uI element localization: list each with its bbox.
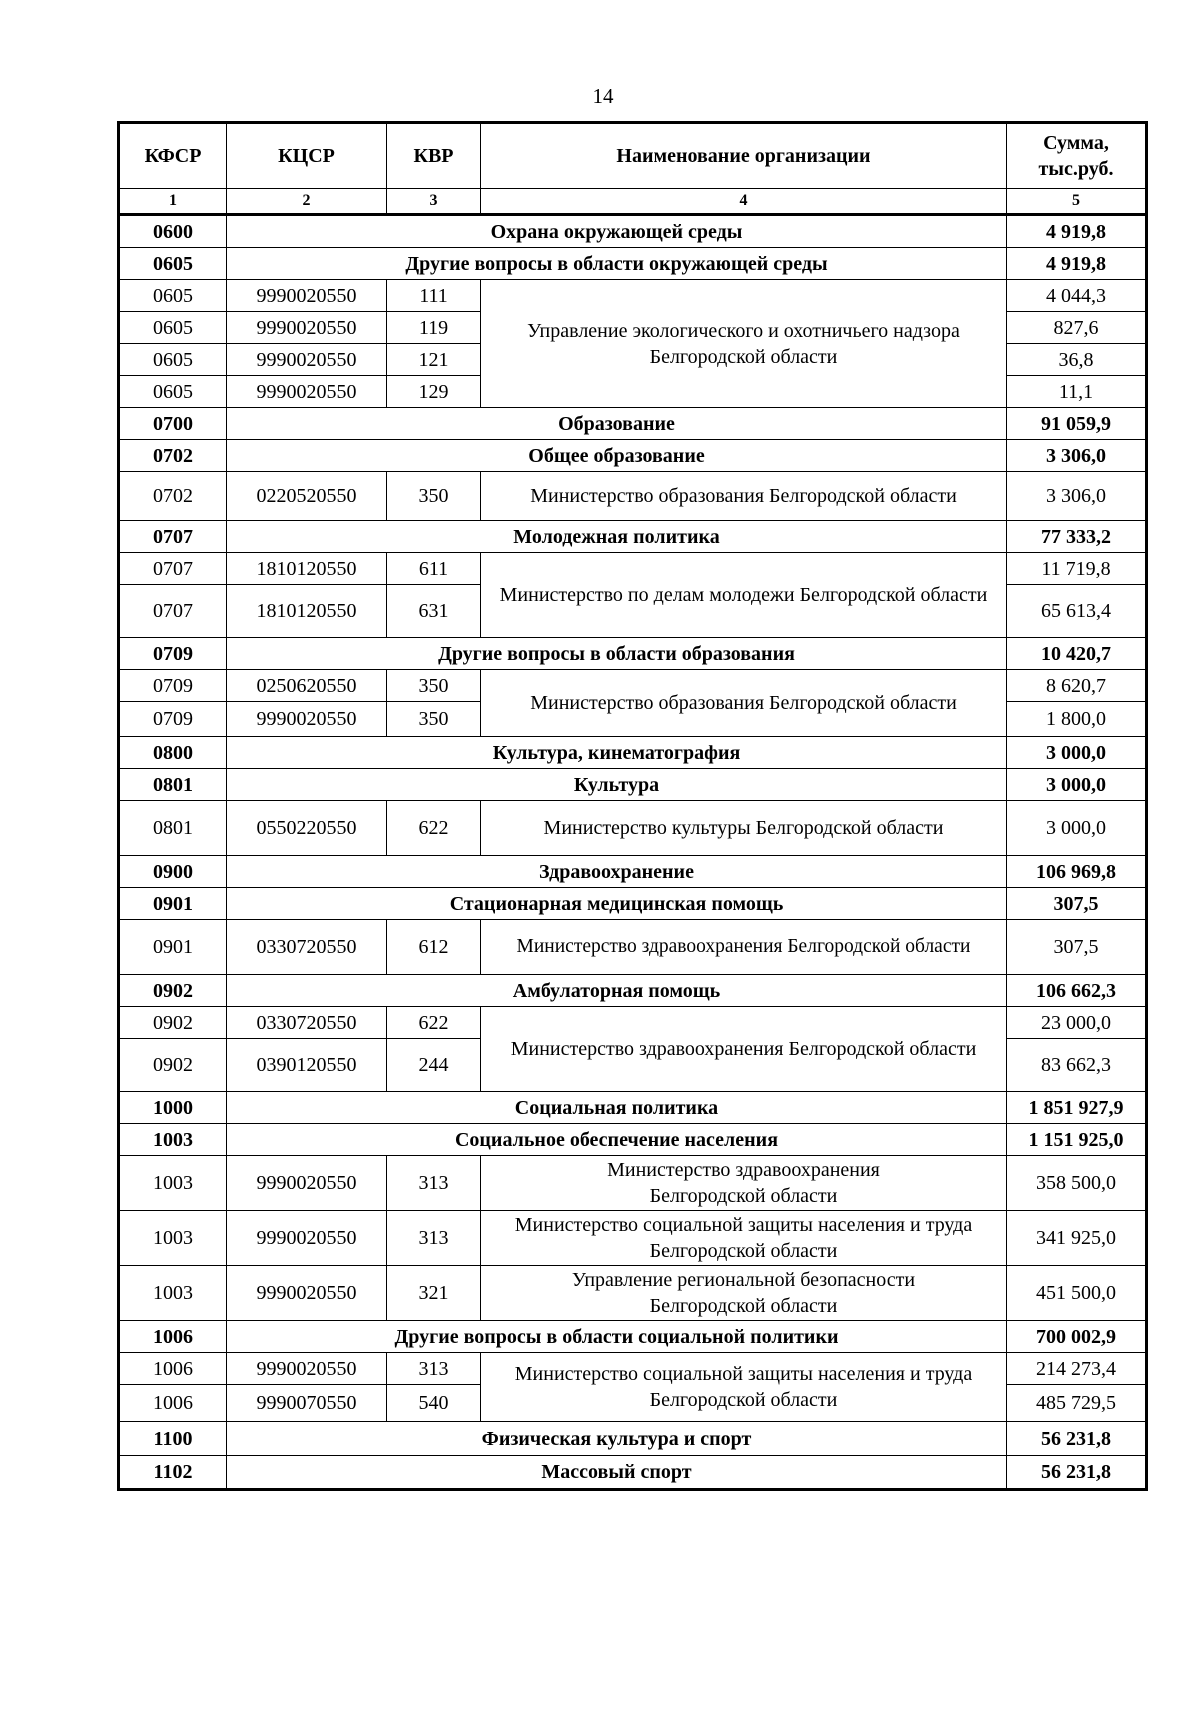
kcsr-cell: 9990020550 <box>227 344 387 376</box>
section-sum: 700 002,9 <box>1007 1321 1147 1353</box>
kcsr-cell: 9990020550 <box>227 702 387 737</box>
section-name: Здравоохранение <box>227 856 1007 888</box>
kfsr-cell: 1003 <box>119 1266 227 1321</box>
section-name: Другие вопросы в области социальной политики <box>227 1321 1007 1353</box>
sum-cell: 3 306,0 <box>1007 472 1147 521</box>
kvr-cell: 612 <box>387 920 481 975</box>
sum-cell: 1 800,0 <box>1007 702 1147 737</box>
organization-cell: Министерство здравоохранения Белгородской области <box>481 920 1007 975</box>
header-kvr: КВР <box>387 123 481 189</box>
section-sum: 3 000,0 <box>1007 769 1147 801</box>
kvr-cell: 540 <box>387 1385 481 1422</box>
section-sum: 106 662,3 <box>1007 975 1147 1007</box>
kcsr-cell: 9990020550 <box>227 1266 387 1321</box>
sum-cell: 11,1 <box>1007 376 1147 408</box>
kfsr-cell: 0702 <box>119 472 227 521</box>
section-code: 0902 <box>119 975 227 1007</box>
kfsr-cell: 0801 <box>119 801 227 856</box>
section-name: Молодежная политика <box>227 521 1007 553</box>
section-sum: 91 059,9 <box>1007 408 1147 440</box>
section-code: 1100 <box>119 1422 227 1456</box>
sum-cell: 358 500,0 <box>1007 1156 1147 1211</box>
section-code: 0901 <box>119 888 227 920</box>
table-row <box>119 1266 1147 1321</box>
header-sum: Сумма, тыс.руб. <box>1007 123 1147 189</box>
kvr-cell: 111 <box>387 280 481 312</box>
sum-cell: 485 729,5 <box>1007 1385 1147 1422</box>
section-name: Другие вопросы в области окружающей среды <box>227 248 1007 280</box>
section-sum: 307,5 <box>1007 888 1147 920</box>
kvr-cell: 119 <box>387 312 481 344</box>
section-sum: 4 919,8 <box>1007 215 1147 248</box>
header-name: Наименование организации <box>481 123 1007 189</box>
section-sum: 106 969,8 <box>1007 856 1147 888</box>
section-sum: 3 000,0 <box>1007 737 1147 769</box>
section-row <box>119 215 1147 248</box>
table-row <box>119 553 1147 585</box>
section-name: Культура, кинематография <box>227 737 1007 769</box>
kfsr-cell: 1006 <box>119 1385 227 1422</box>
table-row <box>119 1007 1147 1039</box>
section-name: Массовый спорт <box>227 1456 1007 1490</box>
kcsr-cell: 9990020550 <box>227 1156 387 1211</box>
sum-cell: 827,6 <box>1007 312 1147 344</box>
table-row <box>119 801 1147 856</box>
section-row <box>119 248 1147 280</box>
kvr-cell: 622 <box>387 1007 481 1039</box>
kcsr-cell: 0550220550 <box>227 801 387 856</box>
section-name: Охрана окружающей среды <box>227 215 1007 248</box>
table-row <box>119 920 1147 975</box>
section-row <box>119 737 1147 769</box>
section-sum: 10 420,7 <box>1007 638 1147 670</box>
kfsr-cell: 0707 <box>119 585 227 638</box>
section-row <box>119 856 1147 888</box>
section-code: 1006 <box>119 1321 227 1353</box>
kfsr-cell: 0709 <box>119 670 227 702</box>
organization-cell: Министерство социальной защиты населения и труда Белгородской области <box>481 1211 1007 1266</box>
kvr-cell: 350 <box>387 702 481 737</box>
kfsr-cell: 1003 <box>119 1156 227 1211</box>
section-row <box>119 1092 1147 1124</box>
kvr-cell: 350 <box>387 472 481 521</box>
section-row <box>119 638 1147 670</box>
section-sum: 56 231,8 <box>1007 1456 1147 1490</box>
section-code: 1102 <box>119 1456 227 1490</box>
sum-cell: 307,5 <box>1007 920 1147 975</box>
kcsr-cell: 9990070550 <box>227 1385 387 1422</box>
kvr-cell: 129 <box>387 376 481 408</box>
section-row <box>119 1124 1147 1156</box>
section-row <box>119 1456 1147 1490</box>
table-row <box>119 280 1147 312</box>
organization-cell: Министерство культуры Белгородской области <box>481 801 1007 856</box>
col-number: 4 <box>481 189 1007 215</box>
header-kfsr: КФСР <box>119 123 227 189</box>
section-name: Социальная политика <box>227 1092 1007 1124</box>
section-sum: 1 151 925,0 <box>1007 1124 1147 1156</box>
kfsr-cell: 0605 <box>119 280 227 312</box>
organization-cell: Министерство социальной защиты населения и труда Белгородской области <box>481 1353 1007 1422</box>
kcsr-cell: 0330720550 <box>227 920 387 975</box>
col-number: 3 <box>387 189 481 215</box>
section-code: 0801 <box>119 769 227 801</box>
section-row <box>119 975 1147 1007</box>
kcsr-cell: 0390120550 <box>227 1039 387 1092</box>
sum-cell: 83 662,3 <box>1007 1039 1147 1092</box>
section-code: 0709 <box>119 638 227 670</box>
kfsr-cell: 0707 <box>119 553 227 585</box>
section-name: Другие вопросы в области образования <box>227 638 1007 670</box>
kvr-cell: 350 <box>387 670 481 702</box>
section-row <box>119 440 1147 472</box>
table-row <box>119 1211 1147 1266</box>
kfsr-cell: 0605 <box>119 376 227 408</box>
col-number: 5 <box>1007 189 1147 215</box>
kvr-cell: 313 <box>387 1156 481 1211</box>
table-row <box>119 1353 1147 1385</box>
section-name: Физическая культура и спорт <box>227 1422 1007 1456</box>
kfsr-cell: 0605 <box>119 312 227 344</box>
organization-cell: Министерство здравоохранения Белгородской области <box>481 1007 1007 1092</box>
section-code: 0707 <box>119 521 227 553</box>
kcsr-cell: 1810120550 <box>227 585 387 638</box>
section-code: 0700 <box>119 408 227 440</box>
section-name: Стационарная медицинская помощь <box>227 888 1007 920</box>
sum-cell: 8 620,7 <box>1007 670 1147 702</box>
section-row <box>119 888 1147 920</box>
section-code: 0702 <box>119 440 227 472</box>
kcsr-cell: 0330720550 <box>227 1007 387 1039</box>
col-number: 2 <box>227 189 387 215</box>
kcsr-cell: 9990020550 <box>227 1211 387 1266</box>
kcsr-cell: 9990020550 <box>227 280 387 312</box>
organization-cell: Министерство образования Белгородской области <box>481 472 1007 521</box>
kvr-cell: 121 <box>387 344 481 376</box>
kvr-cell: 611 <box>387 553 481 585</box>
kvr-cell: 313 <box>387 1353 481 1385</box>
organization-cell: Министерство здравоохранения Белгородской области <box>481 1156 1007 1211</box>
kcsr-cell: 9990020550 <box>227 312 387 344</box>
section-code: 0605 <box>119 248 227 280</box>
organization-cell: Управление региональной безопасности Белгородской области <box>481 1266 1007 1321</box>
kvr-cell: 313 <box>387 1211 481 1266</box>
kfsr-cell: 0605 <box>119 344 227 376</box>
sum-cell: 4 044,3 <box>1007 280 1147 312</box>
sum-cell: 36,8 <box>1007 344 1147 376</box>
section-name: Культура <box>227 769 1007 801</box>
section-sum: 77 333,2 <box>1007 521 1147 553</box>
sum-cell: 23 000,0 <box>1007 1007 1147 1039</box>
kfsr-cell: 1003 <box>119 1211 227 1266</box>
sum-cell: 341 925,0 <box>1007 1211 1147 1266</box>
sum-cell: 11 719,8 <box>1007 553 1147 585</box>
section-sum: 4 919,8 <box>1007 248 1147 280</box>
section-code: 1003 <box>119 1124 227 1156</box>
section-sum: 1 851 927,9 <box>1007 1092 1147 1124</box>
section-row <box>119 521 1147 553</box>
header-kcsr: КЦСР <box>227 123 387 189</box>
section-name: Амбулаторная помощь <box>227 975 1007 1007</box>
kfsr-cell: 0902 <box>119 1007 227 1039</box>
column-number-row <box>119 189 1147 215</box>
kvr-cell: 622 <box>387 801 481 856</box>
table-row <box>119 1156 1147 1211</box>
kfsr-cell: 0901 <box>119 920 227 975</box>
sum-cell: 3 000,0 <box>1007 801 1147 856</box>
budget-table <box>117 121 1148 1491</box>
section-sum: 56 231,8 <box>1007 1422 1147 1456</box>
sum-cell: 214 273,4 <box>1007 1353 1147 1385</box>
section-row <box>119 408 1147 440</box>
table-row <box>119 472 1147 521</box>
table-row <box>119 670 1147 702</box>
organization-cell: Министерство образования Белгородской области <box>481 670 1007 737</box>
page-number: 14 <box>592 84 614 108</box>
kvr-cell: 321 <box>387 1266 481 1321</box>
section-row <box>119 769 1147 801</box>
section-name: Образование <box>227 408 1007 440</box>
section-code: 0600 <box>119 215 227 248</box>
section-name: Социальное обеспечение населения <box>227 1124 1007 1156</box>
sum-cell: 65 613,4 <box>1007 585 1147 638</box>
kvr-cell: 244 <box>387 1039 481 1092</box>
section-code: 0900 <box>119 856 227 888</box>
kfsr-cell: 0709 <box>119 702 227 737</box>
kfsr-cell: 1006 <box>119 1353 227 1385</box>
section-sum: 3 306,0 <box>1007 440 1147 472</box>
section-code: 1000 <box>119 1092 227 1124</box>
kvr-cell: 631 <box>387 585 481 638</box>
kcsr-cell: 9990020550 <box>227 1353 387 1385</box>
kcsr-cell: 0220520550 <box>227 472 387 521</box>
section-row <box>119 1321 1147 1353</box>
kcsr-cell: 9990020550 <box>227 376 387 408</box>
kfsr-cell: 0902 <box>119 1039 227 1092</box>
organization-cell: Министерство по делам молодежи Белгородской области <box>481 553 1007 638</box>
organization-cell: Управление экологического и охотничьего надзора Белгородской области <box>481 280 1007 408</box>
kcsr-cell: 0250620550 <box>227 670 387 702</box>
sum-cell: 451 500,0 <box>1007 1266 1147 1321</box>
section-name: Общее образование <box>227 440 1007 472</box>
section-code: 0800 <box>119 737 227 769</box>
section-row <box>119 1422 1147 1456</box>
col-number: 1 <box>119 189 227 215</box>
kcsr-cell: 1810120550 <box>227 553 387 585</box>
header-row <box>119 123 1147 189</box>
